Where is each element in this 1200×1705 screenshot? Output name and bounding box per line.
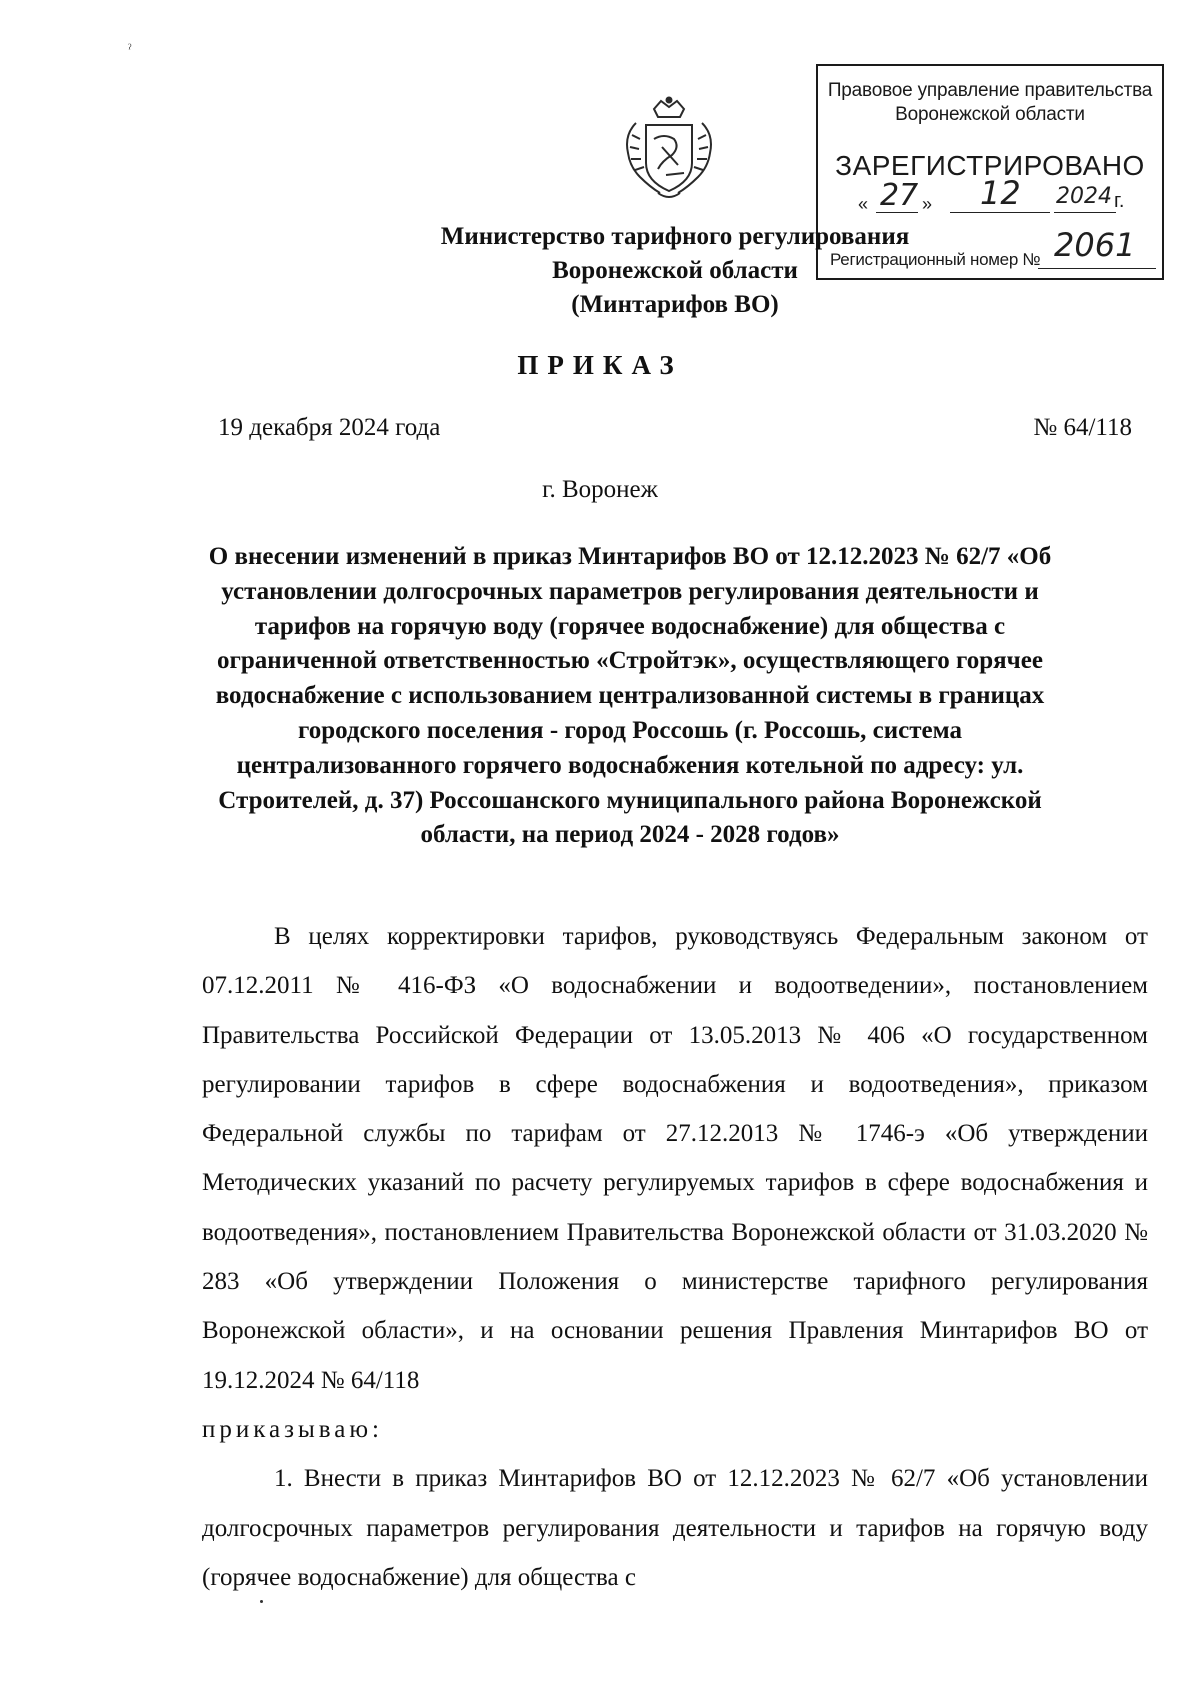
order-word: приказываю: bbox=[202, 1415, 383, 1443]
stamp-org-line1: Правовое управление правительства bbox=[827, 80, 1153, 101]
stamp-day: 27 bbox=[880, 178, 919, 213]
scan-mark: ˀ bbox=[128, 42, 132, 57]
preamble-paragraph: В целях корректировки тарифов, руководствуясь Федеральным законом от 07.12.2011 № 416-ФЗ «О водоснабжении и водоотведении», постановлением Правительства Российской Федерации от 13.05.2013 № 406 «О государственном регулировании тарифов в сфере водоснабжения и водоотведения», приказом Федеральной службы по тарифам от 27.12.2013 № 1746-э «Об утверждении Методических указаний по расчету регулируемых тарифов в сфере водоснабжения и водоотведения», постановлением Правительства Воронежской области от 31.03.2020 № 283 «Об утверждении Положения о министерстве тарифного регулирования Воронежской области», и на основании решения Правления Минтарифов ВО от 19.12.2024 № 64/118 bbox=[202, 923, 1148, 1394]
stamp-year-suffix: г. bbox=[1114, 190, 1125, 212]
stamp-status: ЗАРЕГИСТРИРОВАНО bbox=[835, 150, 1145, 181]
stamp-quote-open: « bbox=[858, 194, 869, 214]
order-date: 19 декабря 2024 года bbox=[218, 414, 441, 441]
order-item-1: 1. Внести в приказ Минтарифов ВО от 12.12.2023 № 62/7 «Об установлении долгосрочных параметров регулирования деятельности и тарифов на горячую воду (горячее водоснабжение) для общества с bbox=[202, 1465, 1148, 1591]
stamp-quote-close: » bbox=[922, 194, 933, 214]
ministry-header bbox=[395, 220, 955, 322]
stamp-reg-number-label: Регистрационный номер № bbox=[830, 250, 1041, 269]
order-number: № 64/118 bbox=[1033, 414, 1132, 441]
stamp-month: 12 bbox=[980, 174, 1021, 212]
ministry-abbreviation: (Минтарифов ВО) bbox=[571, 291, 779, 318]
order-body bbox=[202, 912, 1148, 1602]
document-type: ПРИКАЗ bbox=[517, 350, 683, 380]
ministry-region: Воронежской области bbox=[552, 257, 798, 284]
order-title: О внесении изменений в приказ Минтарифов ВО от 12.12.2023 № 62/7 «Об установлении долгосрочных параметров регулирования деятельности и тарифов на горячую воду (горячее водоснабжение) для общества с ограниченной ответственностью «Стройтэк», осуществляющего горячее водоснабжение с использованием централизованной системы в границах городского поселения - город Россошь (г. Россошь, система централизованного горячего водоснабжения котельной по адресу: ул. Строителей, д. 37) Россошанского муниципального района Воронежской области, на период 2024 - 2028 годов» bbox=[208, 543, 1052, 849]
stamp-reg-number: 2061 bbox=[1054, 226, 1136, 264]
stamp-org-line2: Воронежской области bbox=[895, 104, 1085, 125]
coat-of-arms-emblem bbox=[614, 95, 724, 205]
order-city: г. Воронеж bbox=[542, 476, 658, 503]
ministry-name: Министерство тарифного регулирования bbox=[440, 223, 910, 250]
stamp-year: 2024 bbox=[1056, 184, 1112, 209]
